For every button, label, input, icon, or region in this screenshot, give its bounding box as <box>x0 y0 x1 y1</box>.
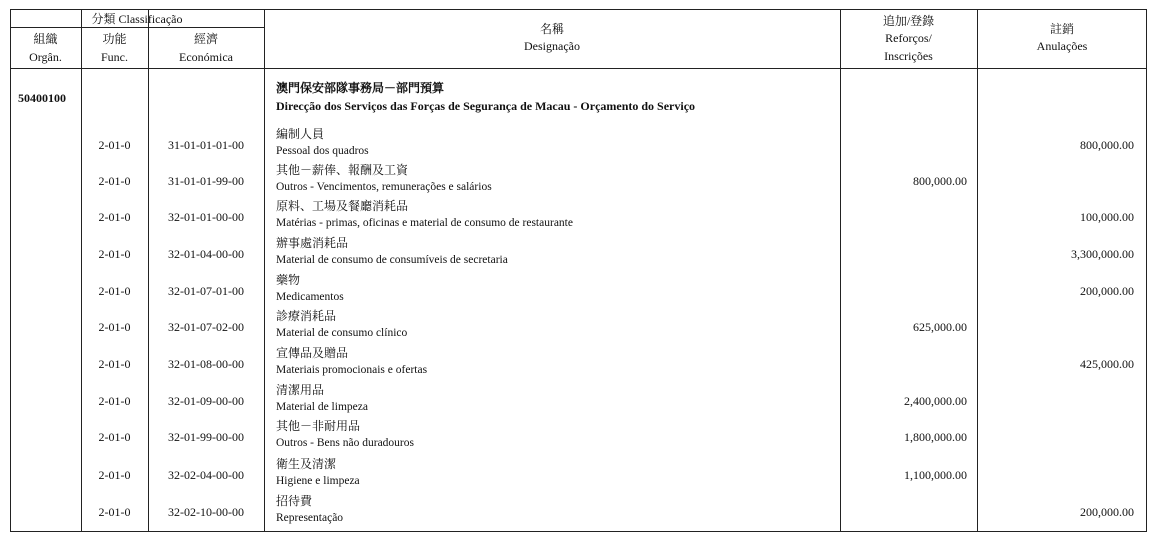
designation-pt: Material de consumo clínico <box>276 327 408 339</box>
header-bottom-line <box>10 68 1147 69</box>
anulacoes-header-zh: 註銷 <box>1049 22 1074 36</box>
func-code: 2-01-0 <box>98 430 131 444</box>
func-code: 2-01-0 <box>98 468 131 482</box>
econ-code: 32-01-07-02-00 <box>168 320 244 334</box>
designation-zh: 其他－非耐用品 <box>276 419 361 433</box>
reforco-amount: 2,400,000.00 <box>904 394 967 408</box>
header-subline <box>10 27 264 28</box>
func-code: 2-01-0 <box>98 138 131 152</box>
func-code: 2-01-0 <box>98 174 131 188</box>
designation-zh: 藥物 <box>276 273 301 287</box>
func-code: 2-01-0 <box>98 394 131 408</box>
econ-code: 32-01-07-01-00 <box>168 284 244 298</box>
designation-zh: 衛生及清潔 <box>276 457 337 471</box>
designation-pt: Material de limpeza <box>276 401 368 413</box>
designation-pt: Outros - Bens não duradouros <box>276 437 414 449</box>
func-code: 2-01-0 <box>98 247 131 261</box>
designation-zh: 診療消耗品 <box>276 309 337 323</box>
organ-code: 50400100 <box>18 91 66 105</box>
anulacao-amount: 100,000.00 <box>1080 210 1134 224</box>
econ-header-pt: Económica <box>179 50 233 64</box>
col-divider <box>840 9 841 532</box>
econ-code: 31-01-01-99-00 <box>168 174 244 188</box>
designation-pt: Outros - Vencimentos, remunerações e salários <box>276 181 492 193</box>
econ-code: 32-01-04-00-00 <box>168 247 244 261</box>
anulacao-amount: 425,000.00 <box>1080 357 1134 371</box>
col-divider <box>148 9 149 532</box>
organ-header-zh: 組織 <box>33 32 58 46</box>
econ-code: 32-02-04-00-00 <box>168 468 244 482</box>
reforcos-header-pt1: Reforços/ <box>885 31 932 45</box>
designacao-header-zh: 名稱 <box>539 22 564 36</box>
organ-header-pt: Orgân. <box>29 50 62 64</box>
func-header-zh: 功能 <box>102 32 127 46</box>
designacao-header-pt: Designação <box>524 39 580 53</box>
designation-zh: 宣傳品及贈品 <box>276 346 349 360</box>
col-divider <box>81 9 82 532</box>
designation-zh: 編制人員 <box>276 127 325 141</box>
anulacoes-header-pt: Anulações <box>1036 39 1088 53</box>
designation-pt: Pessoal dos quadros <box>276 145 369 157</box>
func-code: 2-01-0 <box>98 320 131 334</box>
anulacao-amount: 200,000.00 <box>1080 505 1134 519</box>
func-code: 2-01-0 <box>98 505 131 519</box>
designation-zh: 招待費 <box>276 494 313 508</box>
econ-code: 32-01-99-00-00 <box>168 430 244 444</box>
econ-code: 32-01-09-00-00 <box>168 394 244 408</box>
col-divider <box>977 9 978 532</box>
anulacao-amount: 3,300,000.00 <box>1071 247 1134 261</box>
reforco-amount: 1,800,000.00 <box>904 430 967 444</box>
designation-zh: 清潔用品 <box>276 383 325 397</box>
econ-code: 32-01-01-00-00 <box>168 210 244 224</box>
designation-zh: 其他－薪俸、報酬及工資 <box>276 163 409 177</box>
designation-pt: Higiene e limpeza <box>276 475 360 487</box>
designation-pt: Material de consumo de consumíveis de secretaria <box>276 254 508 266</box>
classificacao-header: 分類 Classificação <box>91 12 183 26</box>
econ-code: 32-01-08-00-00 <box>168 357 244 371</box>
reforco-amount: 625,000.00 <box>913 320 967 334</box>
section-title-zh: 澳門保安部隊事務局－部門預算 <box>276 81 445 95</box>
func-code: 2-01-0 <box>98 357 131 371</box>
col-divider <box>264 9 265 532</box>
designation-zh: 原料、工場及餐廳消耗品 <box>276 199 409 213</box>
econ-code: 32-02-10-00-00 <box>168 505 244 519</box>
econ-header-zh: 經濟 <box>193 32 218 46</box>
anulacao-amount: 200,000.00 <box>1080 284 1134 298</box>
func-code: 2-01-0 <box>98 210 131 224</box>
designation-pt: Matérias - primas, oficinas e material de consumo de restaurante <box>276 217 573 229</box>
func-header-pt: Func. <box>101 50 128 64</box>
designation-zh: 辦事處消耗品 <box>276 236 349 250</box>
reforcos-header-pt2: Inscrições <box>884 49 933 63</box>
section-title-pt: Direcção dos Serviços das Forças de Segurança de Macau - Orçamento do Serviço <box>276 99 696 113</box>
designation-pt: Materiais promocionais e ofertas <box>276 364 428 376</box>
reforcos-header-zh: 追加/登錄 <box>882 14 935 28</box>
func-code: 2-01-0 <box>98 284 131 298</box>
reforco-amount: 800,000.00 <box>913 174 967 188</box>
designation-pt: Representação <box>276 512 344 524</box>
reforco-amount: 1,100,000.00 <box>904 468 967 482</box>
anulacao-amount: 800,000.00 <box>1080 138 1134 152</box>
designation-pt: Medicamentos <box>276 291 344 303</box>
econ-code: 31-01-01-01-00 <box>168 138 244 152</box>
